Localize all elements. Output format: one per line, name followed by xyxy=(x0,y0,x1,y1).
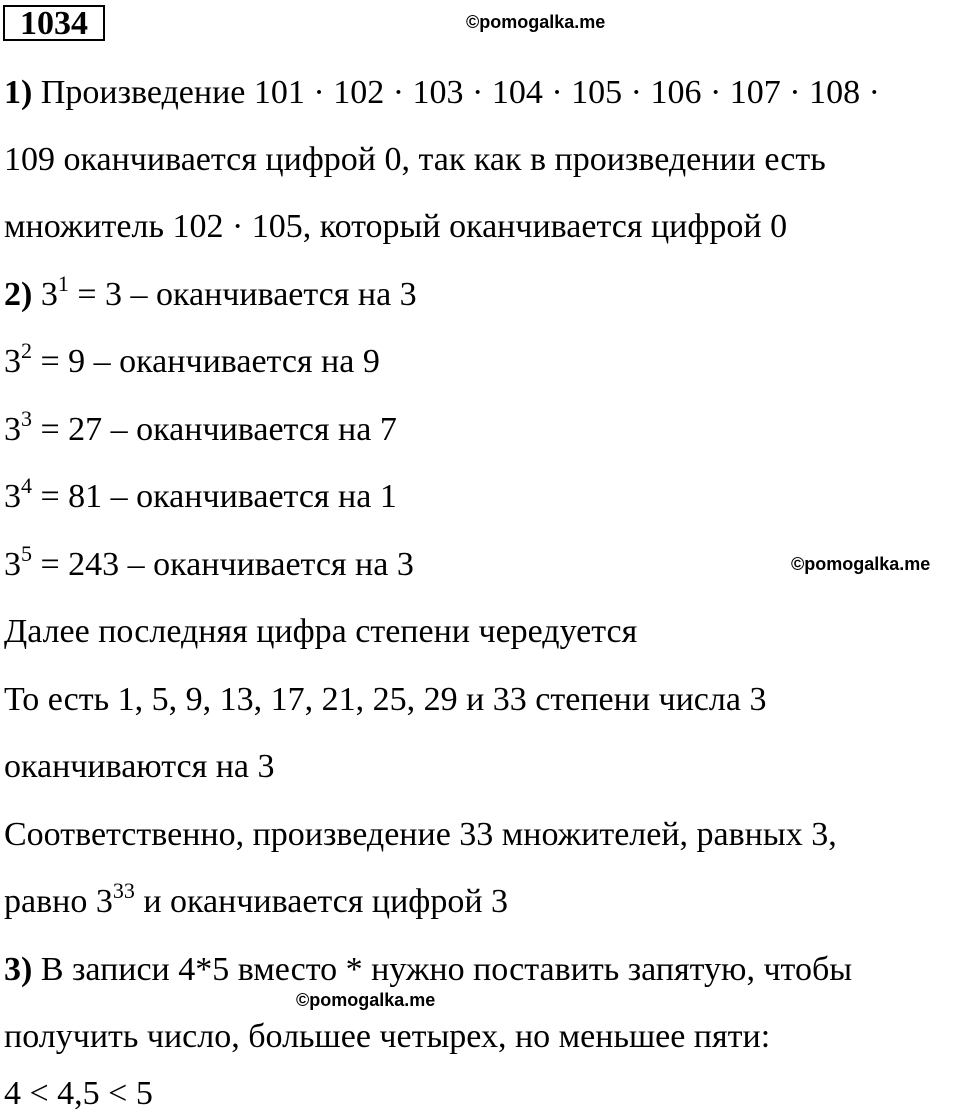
power-exponent: 1 xyxy=(57,271,69,296)
power-rest: = 27 – оканчивается на 7 xyxy=(32,411,397,448)
part2-power-1 xyxy=(4,271,417,315)
power-rest: = 81 – оканчивается на 1 xyxy=(32,478,397,515)
part2-line-that-is: То есть 1, 5, 9, 13, 17, 21, 25, 29 и 33 степени числа 3 xyxy=(4,681,767,718)
watermark: ©pomogalka.me xyxy=(296,990,436,1010)
part1-label: 1) xyxy=(4,74,33,111)
part3-line1-text: В записи 4*5 вместо * нужно поставить запятую, чтобы xyxy=(32,951,853,988)
watermark: ©pomogalka.me xyxy=(791,554,931,574)
part1-line1 xyxy=(4,73,880,113)
part1-line3: множитель 102 · 105, который оканчивается цифрой 0 xyxy=(4,208,788,245)
part1-line2: 109 оканчивается цифрой 0, так как в произведении есть xyxy=(4,141,826,178)
part2-line-next: Далее последняя цифра степени чередуется xyxy=(4,613,638,650)
final-exponent: 33 xyxy=(112,878,135,903)
problem-number: 1034 xyxy=(3,5,105,41)
power-exponent: 4 xyxy=(21,473,32,498)
power-exponent: 2 xyxy=(21,338,32,363)
watermark: ©pomogalka.me xyxy=(466,12,606,32)
final-suffix: и оканчивается цифрой 3 xyxy=(134,883,509,920)
part2-line-end-in: оканчиваются на 3 xyxy=(4,748,275,785)
part2-final-line xyxy=(4,878,509,922)
part2-power-2 xyxy=(4,338,380,382)
final-base: 3 xyxy=(95,883,113,920)
power-base: 3 xyxy=(4,546,21,583)
power-rest: = 3 – оканчивается на 3 xyxy=(68,276,417,313)
power-exponent: 3 xyxy=(21,406,32,431)
power-rest: = 9 – оканчивается на 9 xyxy=(32,343,380,380)
final-prefix: равно xyxy=(4,883,96,920)
power-base: 3 xyxy=(4,411,21,448)
part2-line-accordingly: Соответственно, произведение 33 множителей, равных 3, xyxy=(4,816,837,853)
power-base: 3 xyxy=(4,343,21,380)
part2-power-3 xyxy=(4,406,397,450)
part2-label: 2) xyxy=(4,276,33,313)
part3-label: 3) xyxy=(4,951,33,988)
power-base: 3 xyxy=(40,276,58,313)
power-exponent: 5 xyxy=(21,541,32,566)
part3-line2: получить число, большее четырех, но меньшее пяти: xyxy=(4,1018,771,1055)
power-rest: = 243 – оканчивается на 3 xyxy=(32,546,414,583)
power-base: 3 xyxy=(4,478,21,515)
part2-power-5 xyxy=(4,541,414,585)
part3-line1 xyxy=(4,950,852,990)
part3-line3: 4 < 4,5 < 5 xyxy=(4,1075,153,1112)
part2-power-4 xyxy=(4,473,397,517)
part1-line1-text: Произведение 101 · 102 · 103 · 104 · 105 · 106 · 107 · 108 · xyxy=(40,74,880,111)
